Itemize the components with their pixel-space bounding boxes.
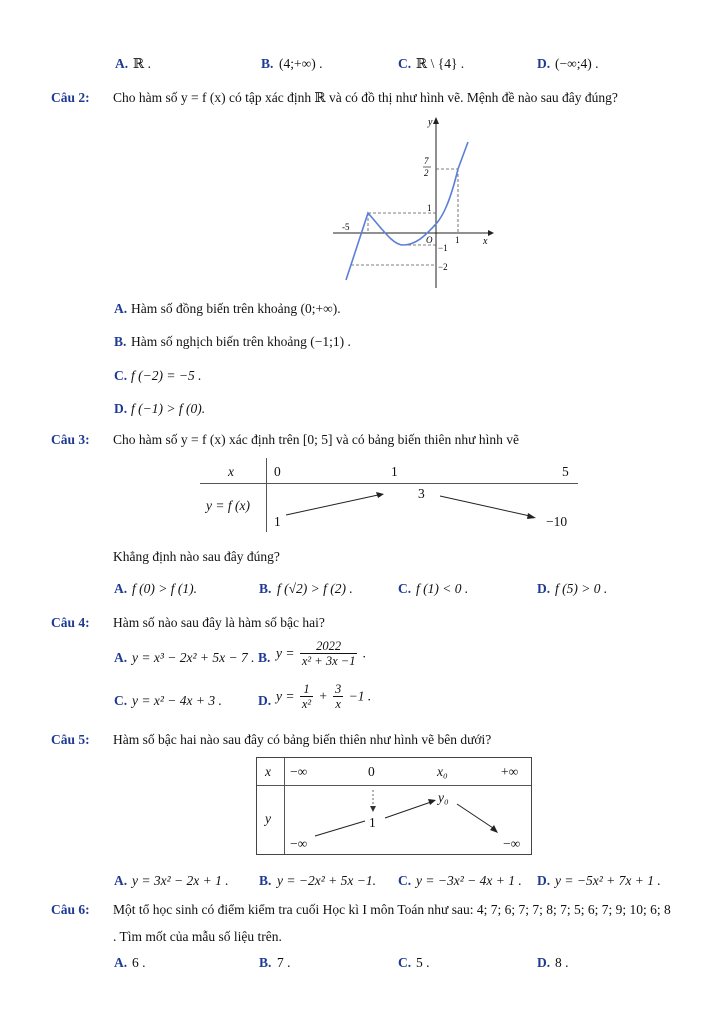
q1-option-a-text: ℝ .: [133, 56, 151, 71]
q5-option-a-label: A.: [114, 873, 128, 888]
q4-d-mid: +: [318, 688, 328, 704]
q4-option-a-text: y = x³ − 2x² + 5x − 7 .: [132, 650, 255, 665]
q1-option-b-label: B.: [261, 56, 274, 71]
q3-x-2: 5: [562, 464, 569, 479]
q4-b-den: x² + 3x −1: [301, 654, 356, 668]
q6-option-c-text: 5 .: [416, 955, 430, 970]
graph-tick-minus-one: −1: [438, 243, 448, 253]
q4-option-c-label: C.: [114, 693, 128, 708]
q5-option-b-label: B.: [259, 873, 272, 888]
q1-option-d-text: (−∞;4) .: [555, 56, 599, 71]
q4-option-d-expr: [276, 682, 371, 711]
q2-option-d-text: f (−1) > f (0).: [131, 401, 206, 416]
q4-label: Câu 4:: [51, 615, 90, 630]
q3-option-c-text: f (1) < 0 .: [416, 581, 469, 596]
q2-label: Câu 2:: [51, 90, 90, 105]
q4-d-suffix: −1 .: [348, 688, 372, 704]
q5-label: Câu 5:: [51, 732, 90, 747]
q6-option-c-label: C.: [398, 955, 412, 970]
q6-option-d-text: 8 .: [555, 955, 569, 970]
q5-option-c-text: y = −3x² − 4x + 1 .: [416, 873, 522, 888]
graph-origin: O: [426, 235, 433, 245]
q5-option-b-text: y = −2x² + 5x −1.: [277, 873, 376, 888]
q3-y-header: y = f (x): [206, 498, 250, 513]
q4-d-den2: x: [335, 697, 341, 711]
q5-option-c-label: C.: [398, 873, 412, 888]
q4-option-c-text: y = x² − 4x + 3 .: [132, 693, 222, 708]
graph-seven-half-num: 7: [424, 156, 429, 166]
q2-option-c-label: C.: [114, 368, 128, 383]
q6-option-a-text: 6 .: [132, 955, 146, 970]
q4-option-d-label: D.: [258, 693, 272, 708]
q1-option-c-label: C.: [398, 56, 412, 71]
q2-option-b-text: Hàm số nghịch biến trên khoảng (−1;1) .: [131, 334, 351, 349]
graph-tick-one-x: 1: [455, 235, 460, 245]
q5-x-0: −∞: [290, 764, 308, 779]
q4-d-num1: 1: [300, 682, 313, 697]
q4-d-den1: x²: [301, 697, 312, 711]
q2-option-a-text: Hàm số đồng biến trên khoảng (0;+∞).: [131, 301, 341, 316]
q4-option-b-expr: [276, 639, 366, 668]
q4-d-fraction-1: [300, 682, 313, 711]
q6-option-b-label: B.: [259, 955, 272, 970]
q2-text: Cho hàm số y = f (x) có tập xác định ℝ và có đồ thị như hình vẽ. Mệnh đề nào sau đây đúng?: [113, 90, 618, 105]
q4-option-b-label: B.: [258, 650, 271, 665]
q1-option-b-text: (4;+∞) .: [279, 56, 323, 71]
graph-tick-minus-five: -5: [342, 222, 350, 232]
q5-x-1: 0: [368, 764, 375, 779]
q4-option-a-label: A.: [114, 650, 128, 665]
q3-option-a-label: A.: [114, 581, 128, 596]
graph-tick-one-y: 1: [427, 203, 432, 213]
q6-option-d-label: D.: [537, 955, 551, 970]
q6-option-b-text: 7 .: [277, 955, 291, 970]
q4-b-suffix: .: [362, 645, 367, 661]
q3-x-1: 1: [391, 464, 398, 479]
q5-x-2: x₀: [437, 764, 448, 779]
graph-x-label: x: [483, 236, 488, 247]
q2-option-b-label: B.: [114, 334, 127, 349]
graph-seven-half-den: 2: [424, 168, 429, 178]
q4-d-num2: 3: [335, 682, 342, 696]
q3-variation-table: [200, 458, 580, 532]
q5-variation-table: [256, 757, 532, 855]
q2-option-c-text: f (−2) = −5 .: [131, 368, 202, 383]
q3-y-2: −10: [546, 514, 568, 529]
q5-option-d-label: D.: [537, 873, 551, 888]
q3-label: Câu 3:: [51, 432, 90, 447]
q3-x-header: x: [228, 464, 234, 479]
q3-option-b-label: B.: [259, 581, 272, 596]
q5-y-3: −∞: [503, 836, 521, 851]
q5-option-d-text: y = −5x² + 7x + 1 .: [555, 873, 661, 888]
graph-y-label: y: [428, 117, 433, 128]
q4-b-prefix: y =: [276, 645, 295, 661]
q3-option-b-text: f (√2) > f (2) .: [277, 581, 353, 596]
q3-y-0: 1: [274, 514, 281, 529]
q5-x-3: +∞: [501, 764, 519, 779]
q1-option-c-text: ℝ \ {4} .: [416, 56, 465, 71]
q3-prompt: Khẳng định nào sau đây đúng?: [113, 549, 280, 564]
q4-d-fraction-2: [333, 682, 343, 711]
q6-text-line2: . Tìm mốt của mẫu số liệu trên.: [113, 929, 282, 944]
q1-option-a-label: A.: [115, 56, 129, 71]
q5-y-2: y₀: [438, 790, 449, 805]
q2-option-a-label: A.: [114, 301, 128, 316]
q5-option-a-text: y = 3x² − 2x + 1 .: [132, 873, 229, 888]
q3-option-d-label: D.: [537, 581, 551, 596]
q2-function-graph: [328, 112, 498, 290]
q3-option-c-label: C.: [398, 581, 412, 596]
q3-option-d-text: f (5) > 0 .: [555, 581, 608, 596]
q3-option-a-text: f (0) > f (1).: [132, 581, 197, 596]
graph-tick-minus-two: −2: [438, 262, 448, 272]
q5-y-header: y: [265, 811, 271, 826]
q6-label: Câu 6:: [51, 902, 90, 917]
q5-y-1: 1: [369, 815, 376, 830]
q3-y-1: 3: [418, 486, 425, 501]
q5-y-0: −∞: [290, 836, 308, 851]
q4-text: Hàm số nào sau đây là hàm số bậc hai?: [113, 615, 325, 630]
q2-option-d-label: D.: [114, 401, 128, 416]
q6-option-a-label: A.: [114, 955, 128, 970]
q4-b-num: 2022: [300, 639, 358, 654]
q5-text: Hàm số bậc hai nào sau đây có bảng biến thiên như hình vẽ bên dưới?: [113, 732, 492, 747]
q3-x-0: 0: [274, 464, 281, 479]
q6-text-line1: Một tổ học sinh có điểm kiểm tra cuối Học kì I môn Toán như sau: 4; 7; 6; 7; 7; 8; 7; 5; 6; 7; 9; 10; 6; 8: [113, 902, 671, 917]
q3-text: Cho hàm số y = f (x) xác định trên [0; 5] và có bảng biến thiên như hình vẽ: [113, 432, 519, 447]
q4-b-fraction: [300, 639, 358, 668]
q1-option-d-label: D.: [537, 56, 551, 71]
q4-d-prefix: y =: [276, 688, 295, 704]
q5-x-header: x: [265, 764, 271, 779]
